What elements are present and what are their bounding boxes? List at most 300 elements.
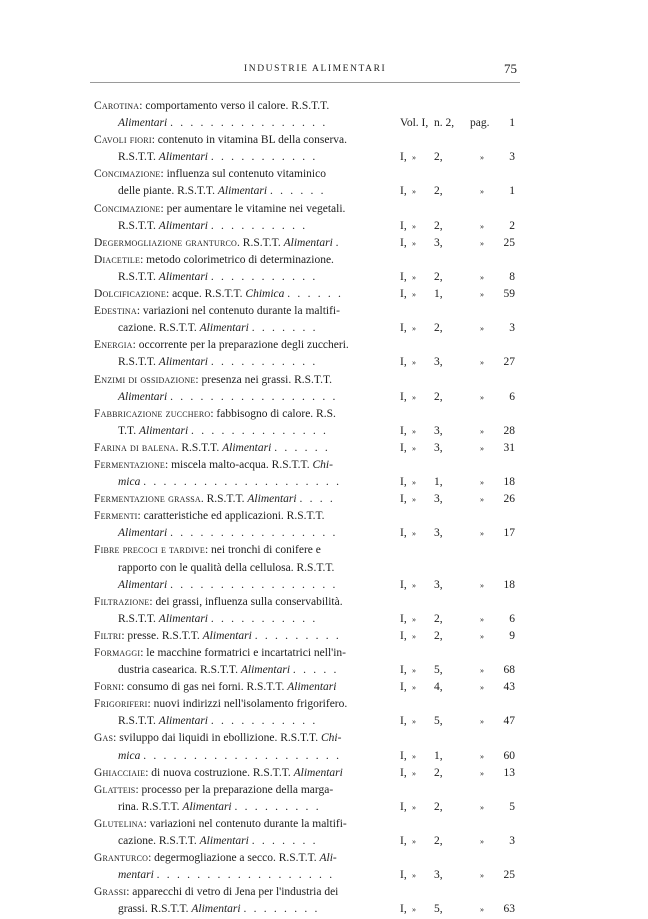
entry-line [94, 765, 521, 782]
entry-text [94, 696, 347, 713]
entry-description: rapporto con le qualità della cellulosa. R.S.T.T. [118, 561, 335, 574]
index-entry [94, 884, 521, 918]
entry-description: : influenza sul contenuto vitaminico [160, 168, 326, 181]
entry-heading: Fermentazione grassa [94, 493, 201, 506]
entry-line [94, 218, 521, 235]
journal-title: Chimica [245, 288, 285, 301]
entry-text [118, 611, 317, 628]
ditto-mark: » [412, 871, 416, 881]
index-entry [94, 303, 521, 337]
index-entry [94, 508, 521, 542]
issue-number: 3, [434, 578, 443, 591]
volume-reference [396, 611, 521, 628]
entry-heading: Filtrazione [94, 595, 150, 608]
entry-description: . R.S.T.T. [237, 236, 284, 249]
issue-number: 3, [434, 356, 443, 369]
entry-line [94, 320, 521, 337]
ditto-mark: » [412, 221, 416, 231]
entry-heading: Gas [94, 732, 114, 745]
entry-text [94, 457, 333, 474]
entry-description: : dei grassi, influenza sulla conservabilità. [149, 595, 343, 608]
entry-line [94, 286, 521, 303]
ditto-mark: » [480, 478, 484, 488]
leader-dots: . . . . . . . . . . [210, 219, 308, 232]
volume-reference [396, 833, 521, 850]
leader-dots: . . . . . . . . . . . [210, 151, 318, 164]
index-entry [94, 679, 521, 696]
index-entry [94, 765, 521, 782]
entry-heading: Farina di balena [94, 441, 176, 454]
index-entry [94, 132, 521, 166]
page-reference: 13 [503, 766, 515, 779]
entry-text [94, 884, 338, 901]
entry-description: : presse. R.S.T.T. [121, 629, 203, 642]
entry-description: : processo per la preparazione della marga- [135, 783, 334, 796]
entry-heading: Concimazione [94, 202, 161, 215]
leader-dots: . . . . . . . . . . . . . . . . . . [156, 869, 335, 882]
entry-description: : apparecchi di vetro di Jena per l'industria dei [126, 886, 339, 899]
entry-text [118, 560, 334, 577]
volume-reference [396, 423, 521, 440]
page-reference: 60 [503, 749, 515, 762]
ditto-mark: » [480, 837, 484, 847]
volume-number: I, [400, 527, 407, 540]
entry-text [94, 645, 346, 662]
volume-number: I, [400, 766, 407, 779]
volume-reference [396, 474, 521, 491]
journal-title: Alimentari [158, 219, 208, 232]
ditto-mark: » [480, 443, 484, 453]
volume-reference [396, 765, 521, 782]
ditto-mark: » [480, 426, 484, 436]
volume-reference [396, 901, 521, 918]
entry-text [118, 474, 341, 491]
entry-description: : caratteristiche ed applicazioni. R.S.T.T. [137, 510, 325, 523]
volume-reference [396, 491, 521, 508]
ditto-mark: » [480, 580, 484, 590]
page-reference: 59 [503, 288, 515, 301]
entry-line [94, 799, 521, 816]
volume-reference [396, 115, 521, 132]
entry-heading: Grassi [94, 886, 127, 899]
volume-reference [396, 286, 521, 303]
issue-number: 2, [434, 835, 443, 848]
entry-line [94, 98, 521, 115]
volume-number: I, [400, 185, 407, 198]
ditto-mark: » [480, 238, 484, 248]
index-entry [94, 406, 521, 440]
entry-line [94, 115, 521, 132]
entry-description: delle piante. R.S.T.T. [118, 185, 218, 198]
page-reference: 2 [509, 219, 515, 232]
entry-line [94, 149, 521, 166]
leader-dots: . . . . . . . . . . . [210, 270, 318, 283]
page-reference: 25 [503, 236, 515, 249]
entry-heading: Fibre precoci e tardive [94, 544, 205, 557]
entry-line [94, 303, 521, 320]
entry-line [94, 730, 521, 747]
entry-line [94, 354, 521, 371]
issue-number: 3, [434, 441, 443, 454]
entry-text [118, 748, 341, 765]
entry-line [94, 662, 521, 679]
volume-reference [396, 320, 521, 337]
entry-heading: Cavoli fiori [94, 134, 152, 147]
entry-text [118, 115, 327, 132]
entry-line [94, 440, 521, 457]
entry-text [118, 269, 317, 286]
volume-number: I, [400, 424, 407, 437]
entry-text [118, 713, 317, 730]
page-reference: 3 [509, 835, 515, 848]
entry-description: . R.S.T.T. [175, 441, 223, 454]
journal-title: Alimentari [240, 664, 291, 677]
entry-heading: Enzimi di ossidazione [94, 373, 196, 386]
volume-reference [396, 713, 521, 730]
ditto-mark: » [480, 614, 484, 624]
entry-text [94, 132, 347, 149]
ditto-mark: » [412, 272, 416, 282]
entry-heading: Fermenti [94, 510, 138, 523]
volume-reference [396, 440, 521, 457]
journal-title: Alimentari [283, 236, 333, 249]
entry-heading: Granturco [94, 852, 149, 865]
entry-text [94, 303, 340, 320]
index-entry [94, 491, 521, 508]
entry-line [94, 423, 521, 440]
entry-description: : variazioni nel contenuto durante la maltifi- [143, 817, 347, 830]
issue-number: 2, [434, 629, 443, 642]
entry-line [94, 645, 521, 662]
issue-number: 5, [434, 715, 443, 728]
entry-description: dustria casearica. R.S.T.T. [118, 664, 241, 677]
page-number: 75 [504, 61, 517, 76]
volume-number: I, [400, 800, 407, 813]
entry-text [118, 183, 326, 200]
volume-reference [396, 577, 521, 594]
ditto-mark: » [480, 495, 484, 505]
issue-number: 3, [434, 424, 443, 437]
page-reference: 68 [503, 664, 515, 677]
entry-text [118, 149, 317, 166]
issue-number: 2, [434, 800, 443, 813]
entry-description: R.S.T.T. [118, 219, 159, 232]
journal-title: Alimentari [287, 681, 337, 694]
index-entry [94, 816, 521, 850]
entry-line [94, 474, 521, 491]
entry-description: : consumo di gas nei forni. R.S.T.T. [120, 681, 288, 694]
entry-line [94, 782, 521, 799]
entry-text [118, 662, 339, 679]
entry-text [118, 218, 307, 235]
entry-description: grassi. R.S.T.T. [118, 903, 192, 916]
journal-title: Alimentari [293, 766, 343, 779]
ditto-mark: » [412, 580, 416, 590]
entry-line [94, 183, 521, 200]
volume-number: I, [400, 219, 407, 232]
entry-line [94, 577, 521, 594]
leader-dots: . . . . . . . . . . . [210, 356, 318, 369]
entry-line [94, 628, 521, 645]
volume-number: I, [400, 270, 407, 283]
leader-dots: . [335, 236, 341, 249]
page-reference: 18 [503, 578, 515, 591]
entry-line [94, 901, 521, 918]
page-reference: 25 [503, 869, 515, 882]
entry-text [118, 867, 334, 884]
ditto-mark: » [412, 837, 416, 847]
entry-heading: Concimazione [94, 168, 161, 181]
ditto-mark: » [412, 751, 416, 761]
entry-description: cazione. R.S.T.T. [118, 835, 200, 848]
volume-reference [396, 389, 521, 406]
journal-title: Chi- [312, 458, 333, 471]
leader-dots: . . . . . . . . . . . . . . . . . [170, 390, 338, 403]
ditto-mark: » [412, 187, 416, 197]
volume-number: I, [400, 664, 407, 677]
issue-number: 2, [434, 185, 443, 198]
issue-number: 2, [434, 766, 443, 779]
journal-title: Chi- [320, 732, 342, 745]
index-entry [94, 645, 521, 679]
index-entry [94, 98, 521, 132]
ditto-mark: » [480, 717, 484, 727]
volume-number: I, [400, 612, 407, 625]
ditto-mark: » [412, 614, 416, 624]
entry-text [94, 491, 335, 508]
journal-title: Alimentari [182, 800, 232, 813]
issue-number: 3, [434, 236, 443, 249]
journal-title: Alimentari [158, 151, 208, 164]
entry-text [94, 440, 330, 457]
issue-number: 1, [434, 749, 443, 762]
ditto-mark: » [412, 905, 416, 915]
entry-line [94, 884, 521, 901]
page-reference: 3 [509, 322, 515, 335]
leader-dots: . . . . . . . . . [234, 800, 321, 813]
entry-description: : fabbisogno di calore. R.S. [210, 407, 336, 420]
ditto-mark: » [412, 238, 416, 248]
ditto-mark: » [480, 272, 484, 282]
entry-description: : presenza nei grassi. R.S.T.T. [195, 373, 333, 386]
entry-text [118, 799, 321, 816]
ditto-mark: » [412, 290, 416, 300]
entry-description: R.S.T.T. [118, 612, 159, 625]
volume-reference [396, 354, 521, 371]
entry-text [94, 850, 337, 867]
entry-description: R.S.T.T. [118, 715, 159, 728]
entry-description: : le macchine formatrici e incartatrici nell'in- [140, 647, 346, 659]
entry-heading: Carotina [94, 100, 140, 112]
page-abbreviation: pag. [470, 117, 490, 130]
volume-number: I, [400, 322, 407, 335]
index-entry [94, 594, 521, 628]
journal-title: Alimentari [191, 903, 241, 916]
leader-dots: . . . . . . . . . . . . . . . . . . . . [143, 476, 342, 489]
journal-title: mentari [118, 869, 154, 882]
leader-dots: . . . . . . [269, 185, 326, 198]
ditto-mark: » [412, 443, 416, 453]
index-entry [94, 286, 521, 303]
ditto-mark: » [412, 324, 416, 334]
volume-reference [396, 628, 521, 645]
leader-dots: . . . . . . . . . . . . . . . . . . . . [143, 749, 342, 762]
volume-reference [396, 183, 521, 200]
entry-line [94, 611, 521, 628]
journal-title: Alimentari [158, 612, 208, 625]
leader-dots: . . . . . . . [251, 322, 318, 335]
entry-line [94, 406, 521, 423]
page-reference: 1 [509, 185, 515, 198]
index-entry [94, 252, 521, 286]
journal-title: Alimentari [118, 117, 168, 130]
volume-reference [396, 799, 521, 816]
journal-title: Alimentari [199, 835, 249, 848]
entry-heading: Glutelina [94, 817, 144, 830]
volume-number: I, [400, 288, 407, 301]
entry-heading: Ghiacciaie [94, 766, 146, 779]
entry-line [94, 508, 521, 525]
ditto-mark: » [480, 683, 484, 693]
entry-heading: Energia [94, 339, 133, 352]
entry-line [94, 748, 521, 765]
volume-number: I, [400, 578, 407, 591]
header-rule [90, 82, 520, 83]
index-entry [94, 166, 521, 200]
running-head: INDUSTRIE ALIMENTARI [244, 64, 387, 74]
entry-line [94, 594, 521, 611]
entry-description: : nuovi indirizzi nell'isolamento frigorifero. [147, 698, 348, 711]
index-entry [94, 696, 521, 730]
ditto-mark: » [480, 529, 484, 539]
entry-line [94, 850, 521, 867]
entry-text [94, 816, 347, 833]
entry-text [94, 782, 333, 799]
page-reference: 9 [509, 629, 515, 642]
entry-description: : comportamento verso il calore. R.S.T.T. [139, 100, 330, 112]
volume-number: I, [400, 441, 407, 454]
leader-dots: . . . . . . . . . . . . . . [191, 424, 329, 437]
volume-number: I, [400, 493, 407, 506]
journal-title: Alimentari [222, 441, 272, 454]
volume-number: I, [400, 236, 407, 249]
entry-line [94, 337, 521, 354]
page-reference: 31 [503, 441, 515, 454]
entry-line [94, 867, 521, 884]
entry-text [118, 525, 338, 542]
issue-number: 1, [434, 288, 443, 301]
page-reference: 26 [503, 493, 515, 506]
volume-number: I, [400, 903, 407, 916]
page-reference: 1 [509, 117, 515, 130]
entry-text [94, 166, 326, 183]
entry-heading: Fabbricazione zucchero [94, 407, 211, 420]
entry-line [94, 235, 521, 252]
issue-number: 3, [434, 527, 443, 540]
volume-number: I, [400, 715, 407, 728]
index-entry [94, 440, 521, 457]
entry-line [94, 833, 521, 850]
entry-line [94, 269, 521, 286]
ditto-mark: » [412, 717, 416, 727]
volume-reference [396, 662, 521, 679]
ditto-mark: » [480, 666, 484, 676]
leader-dots: . . . . . . . . [243, 903, 320, 916]
ditto-mark: » [480, 392, 484, 402]
index-entry [94, 201, 521, 235]
volume-number: Vol. I, [400, 117, 429, 130]
page-reference: 63 [503, 903, 515, 916]
ditto-mark: » [480, 751, 484, 761]
issue-number: 5, [434, 903, 443, 916]
journal-title: Alimentari [158, 715, 208, 728]
ditto-mark: » [412, 529, 416, 539]
entry-text [94, 542, 321, 559]
leader-dots: . . . . . . . . . . . [210, 715, 318, 728]
leader-dots: . . . . . [292, 664, 339, 677]
page-reference: 3 [509, 151, 515, 164]
page-reference: 47 [503, 715, 515, 728]
issue-number: 5, [434, 664, 443, 677]
issue-number: 1, [434, 476, 443, 489]
index-entry [94, 542, 521, 593]
ditto-mark: » [480, 802, 484, 812]
ditto-mark: » [412, 683, 416, 693]
journal-title: Alimentari [199, 322, 249, 335]
entry-line [94, 679, 521, 696]
volume-reference [396, 679, 521, 696]
entry-description: : metodo colorimetrico di determinazione. [140, 253, 334, 266]
entry-description: T.T. [118, 424, 139, 437]
entry-text [94, 98, 329, 115]
ditto-mark: » [480, 187, 484, 197]
volume-number: I, [400, 476, 407, 489]
entry-description: R.S.T.T. [118, 151, 159, 164]
entry-text [118, 320, 318, 337]
entry-line [94, 132, 521, 149]
issue-number: 2, [434, 270, 443, 283]
leader-dots: . . . . . . . . . . . . . . . . . [170, 578, 338, 591]
entry-heading: Degermogliazione granturco [94, 236, 238, 249]
entry-heading: Fermentazione [94, 458, 166, 471]
ditto-mark: » [412, 153, 416, 163]
entry-line [94, 542, 521, 559]
leader-dots: . . . . . . . . . . . . . . . . . [170, 527, 338, 540]
entry-line [94, 696, 521, 713]
journal-title: Alimentari [158, 270, 208, 283]
volume-reference [396, 218, 521, 235]
issue-number: 2, [434, 219, 443, 232]
ditto-mark: » [480, 324, 484, 334]
ditto-mark: » [412, 768, 416, 778]
entry-line [94, 166, 521, 183]
entry-text [94, 406, 336, 423]
entry-text [94, 765, 343, 782]
volume-reference [396, 525, 521, 542]
entry-description: . R.S.T.T. [200, 493, 248, 506]
entry-line [94, 372, 521, 389]
entry-description: R.S.T.T. [118, 356, 159, 369]
leader-dots: . . . . . . . . . [254, 629, 342, 642]
issue-number: 3, [434, 493, 443, 506]
ditto-mark: » [412, 631, 416, 641]
entry-heading: Diacetile [94, 253, 141, 266]
entry-text [118, 577, 338, 594]
entry-text [94, 730, 341, 747]
index-entry [94, 730, 521, 764]
volume-number: I, [400, 835, 407, 848]
issue-number: 2, [434, 612, 443, 625]
